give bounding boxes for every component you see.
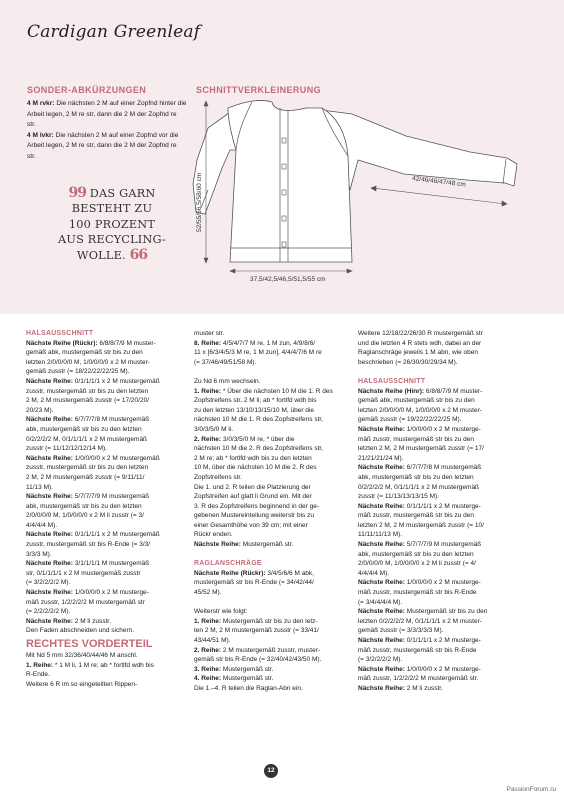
instruction-line bbox=[358, 492, 518, 502]
instruction-text: 1/0/0/0/0 x 2 M musterge- bbox=[404, 579, 481, 587]
instruction-text: Mustergemäß str. bbox=[221, 675, 274, 683]
instruction-text: 0/2/2/2/2 M, 0/1/1/1/1 x 2 M mustergemäß bbox=[358, 483, 480, 491]
instruction-line bbox=[194, 435, 350, 445]
instruction-text: Mit Nd 5 mm 32/36/40/44/46 M anschl. bbox=[26, 652, 138, 659]
instruction-line bbox=[194, 387, 350, 397]
row-label: Nächste Reihe: bbox=[358, 665, 405, 673]
instruction-text: 43/44/51 M). bbox=[194, 637, 231, 644]
instruction-text: 1/0/0/0/0 x 2 M mustergemäß bbox=[72, 454, 160, 462]
instruction-line bbox=[26, 473, 176, 483]
quote-line: AUS RECYCLING- bbox=[57, 233, 166, 247]
instruction-line bbox=[358, 559, 518, 569]
abbreviation-text: Die nächsten 2 M auf einer Zopfnd hinter die Arbeit legen, 2 M re str, dann die 2 M der Zopfnd re str. bbox=[27, 100, 187, 129]
instruction-line bbox=[26, 492, 176, 502]
instruction-text: 11/13 M). bbox=[26, 483, 53, 491]
instruction-text: 2/0/0/0/0 M, 1/0/0/0/0 x 2 M li zusstr (= 4/ bbox=[358, 560, 476, 568]
instruction-line bbox=[194, 492, 350, 502]
instruction-text: Mustergemäß str bis zu den letz- bbox=[221, 617, 318, 625]
height-arrow-top bbox=[204, 101, 208, 106]
instruction-line bbox=[358, 550, 518, 560]
instruction-line bbox=[194, 626, 350, 636]
instruction-text: letzten 2/0/0/0/0 M, 1/0/0/0/0 x 2 M muster- bbox=[26, 358, 150, 366]
section-title: RECHTES VORDERTEIL bbox=[26, 638, 153, 650]
row-label: Nächste Reihe: bbox=[26, 493, 73, 501]
open-quote-mark: 99 bbox=[68, 185, 86, 201]
instruction-line bbox=[358, 530, 518, 540]
instruction-text: 11 x [6/3/4/5/3 M re, 1 M zun], 4/4/4/7/6 M re bbox=[194, 349, 322, 357]
instruction-text: zu den letzten 13/10/13/15/10 M, über die bbox=[194, 406, 314, 414]
instruction-line bbox=[26, 651, 176, 661]
row-label: 8. Reihe: bbox=[194, 339, 222, 347]
close-quote-mark: 66 bbox=[129, 246, 148, 263]
instruction-line bbox=[358, 473, 518, 483]
instruction-text: 4/4/4/4 M). bbox=[358, 569, 390, 577]
instruction-line bbox=[26, 358, 176, 368]
instruction-line bbox=[26, 530, 176, 540]
instruction-text: 11/11/11/13 M). bbox=[358, 531, 403, 539]
row-label: Nächste Reihe: bbox=[358, 579, 405, 587]
instruction-line bbox=[194, 425, 350, 435]
instruction-line bbox=[26, 569, 176, 579]
row-label: Nächste Reihe: bbox=[358, 684, 405, 692]
button bbox=[282, 138, 286, 143]
instruction-line bbox=[26, 661, 176, 671]
row-label: 1. Reihe: bbox=[194, 387, 222, 395]
instruction-text: zusstr (= 11/12/12/12/14 M). bbox=[26, 445, 107, 453]
instruction-line bbox=[26, 607, 176, 617]
instruction-text: mustergemäß str bis R-Ende (= 34/42/44/ bbox=[194, 579, 314, 587]
instruction-line bbox=[26, 406, 176, 416]
instruction-text: gebenen Mustereinteilung weiterstr bis zu bbox=[194, 512, 314, 520]
instruction-line bbox=[194, 617, 350, 627]
instruction-line bbox=[194, 463, 350, 473]
instruction-line bbox=[26, 626, 176, 636]
instruction-text: R-Ende. bbox=[26, 671, 50, 679]
row-label: Nächste Reihe: bbox=[358, 425, 405, 433]
instruction-line bbox=[358, 540, 518, 550]
section-heading: HALSAUSSCHNITT bbox=[26, 330, 94, 337]
instruction-line bbox=[26, 425, 176, 435]
instruction-line bbox=[26, 444, 176, 454]
instruction-text: Rückr enden. bbox=[194, 531, 233, 539]
instruction-line bbox=[26, 617, 176, 627]
instruction-text: 20/23 M). bbox=[26, 406, 54, 414]
instruction-line bbox=[358, 588, 518, 598]
instruction-line bbox=[358, 358, 518, 368]
instruction-text: 0/2/2/2/2 M, 0/1/1/1/1 x 2 M mustergemäß bbox=[26, 435, 148, 443]
watermark: PassionForum.ru bbox=[506, 786, 556, 793]
instruction-text: abk, mustergemäß str bis zu den letzten bbox=[358, 473, 474, 481]
instruction-line bbox=[26, 454, 176, 464]
instruction-line bbox=[26, 540, 176, 550]
instruction-line bbox=[358, 502, 518, 512]
paragraph-gap bbox=[194, 598, 350, 608]
instruction-line bbox=[26, 348, 176, 358]
instruction-line bbox=[194, 502, 350, 512]
instruction-line bbox=[358, 511, 518, 521]
instruction-text: mäß zusstr, mustergemäß str bis R-Ende bbox=[358, 589, 477, 597]
instruction-text: 0/1/1/1/1 x 2 M musterge- bbox=[404, 637, 481, 644]
quote-line: 100 PROZENT bbox=[68, 217, 156, 231]
instruction-text: 2 M mustergemäß zusstr, muster- bbox=[221, 646, 321, 654]
instruction-line bbox=[194, 569, 350, 579]
instruction-line bbox=[26, 578, 176, 588]
paragraph-gap bbox=[358, 367, 518, 377]
width-arrow-left bbox=[230, 269, 235, 273]
button bbox=[282, 190, 286, 195]
button bbox=[282, 164, 286, 169]
sleeve-dimension-line bbox=[372, 188, 506, 204]
text-column-3 bbox=[358, 329, 518, 694]
instruction-text: gemäß abk, mustergemäß str bis zu den bbox=[358, 397, 475, 405]
sleeve-arrow-left bbox=[371, 186, 376, 191]
instruction-text: 1/0/0/0/0 x 2 M musterge- bbox=[404, 665, 481, 673]
row-label: Nächste Reihe: bbox=[26, 531, 73, 539]
instruction-line bbox=[194, 674, 350, 684]
text-column-1 bbox=[26, 329, 176, 689]
instruction-text: 6/8/8/7/9 M muster- bbox=[424, 387, 483, 395]
instruction-text: 21/21/21/24 M). bbox=[358, 454, 404, 462]
row-label: Nächste Reihe (Rückr): bbox=[194, 569, 266, 577]
instruction-line bbox=[194, 483, 350, 493]
row-label: Nächste Reihe: bbox=[358, 464, 405, 472]
width-label: 37,5/42,5/46,5/51,5/55 cm bbox=[250, 276, 326, 283]
instruction-text: Die 1. und 2. R teilen die Platzierung der bbox=[194, 483, 311, 491]
instruction-text: letzten 0/2/2/2/2 M, 0/1/1/1/1 x 2 M muster- bbox=[358, 617, 482, 625]
instruction-text: Mustergemäß str. bbox=[240, 541, 294, 549]
instruction-text: und die letzten 4 R stets wdh, dabei an der bbox=[358, 339, 482, 347]
instruction-text: 1/0/0/0/0 x 2 M musterge- bbox=[404, 425, 481, 433]
instruction-text: letzten 2 M, 2 M mustergemäß zusstr (= 17/ bbox=[358, 445, 484, 453]
instruction-line bbox=[358, 665, 518, 675]
instruction-line bbox=[194, 530, 350, 540]
quote-line: DAS GARN bbox=[89, 187, 156, 200]
instruction-line bbox=[26, 559, 176, 569]
instruction-line bbox=[358, 454, 518, 464]
row-label: Nächste Reihe (Rückr): bbox=[26, 339, 98, 347]
instruction-line bbox=[358, 463, 518, 473]
instruction-line bbox=[358, 387, 518, 397]
instruction-line bbox=[358, 655, 518, 665]
instruction-text: Weitere 12/18/22/26/30 R mustergemäß str bbox=[358, 330, 483, 337]
instruction-line bbox=[194, 377, 350, 387]
instruction-line bbox=[358, 406, 518, 416]
instruction-line bbox=[194, 684, 350, 694]
instruction-line bbox=[358, 483, 518, 493]
instruction-line bbox=[194, 578, 350, 588]
instruction-line bbox=[358, 444, 518, 454]
instruction-text: 45/52 M). bbox=[194, 589, 222, 597]
instruction-text: 3/3/3 M). bbox=[26, 550, 52, 558]
instruction-line bbox=[26, 435, 176, 445]
instruction-text: mäß zusstr, mustergemäß str bis R-Ende bbox=[358, 646, 477, 654]
instruction-text: 1/0/0/0/0 x 2 M musterge- bbox=[72, 589, 149, 597]
instruction-text: (= 37/46/49/51/58 M). bbox=[194, 358, 257, 366]
row-label: Nächste Reihe: bbox=[194, 541, 241, 549]
paragraph-gap bbox=[194, 550, 350, 560]
instruction-text: 4/5/4/7/7 M re, 1 M zun, 4/9/8/6/ bbox=[221, 339, 316, 347]
instruction-text: Die 1.–4. R teilen die Raglan-Abn ein. bbox=[194, 684, 303, 692]
instruction-line bbox=[194, 655, 350, 665]
row-label: Nächste Reihe: bbox=[26, 454, 73, 462]
height-label: 52/55/56,5/58/60 cm bbox=[196, 172, 203, 232]
row-label: Nächste Reihe: bbox=[358, 637, 405, 644]
instruction-text: 0/1/1/1/1 x 2 M mustergemäß bbox=[72, 377, 160, 385]
instruction-text: Raglanschräge jeweils 1 M abn, wie oben bbox=[358, 349, 478, 357]
instruction-line bbox=[26, 483, 176, 493]
instruction-line bbox=[26, 511, 176, 521]
instruction-line bbox=[26, 588, 176, 598]
instruction-text: Mustergemäß str. bbox=[221, 665, 274, 673]
instruction-text: abk, mustergemäß str bis zu den letzten bbox=[26, 502, 142, 510]
instruction-line bbox=[26, 415, 176, 425]
instruction-line bbox=[194, 646, 350, 656]
row-label: 1. Reihe: bbox=[194, 617, 222, 625]
instruction-line bbox=[358, 646, 518, 656]
row-label: 3. Reihe: bbox=[194, 665, 222, 673]
instruction-line bbox=[26, 502, 176, 512]
instruction-text: 6/8/8/7/9 M muster- bbox=[97, 339, 156, 347]
instruction-line bbox=[358, 396, 518, 406]
page-number: 12 bbox=[264, 764, 278, 778]
row-label: Nächste Reihe: bbox=[26, 377, 73, 385]
button bbox=[282, 242, 286, 247]
instruction-text: 2 M re; ab * fortlfd wdh bis zu den letzten bbox=[194, 454, 312, 462]
section-heading: HALSAUSSCHNITT bbox=[358, 377, 426, 385]
instruction-line bbox=[358, 521, 518, 531]
instruction-line bbox=[358, 598, 518, 608]
instruction-line bbox=[194, 607, 350, 617]
instruction-text: zusstr, mustergemäß str bis zu den letzten bbox=[26, 464, 149, 472]
instruction-line bbox=[26, 680, 176, 690]
instruction-line bbox=[194, 339, 350, 349]
cardigan-schematic bbox=[0, 0, 564, 314]
row-label: Nächste Reihe: bbox=[26, 589, 73, 597]
instruction-line bbox=[358, 617, 518, 627]
instruction-text: gemäß abk, mustergemäß str bis zu den bbox=[26, 349, 143, 357]
instruction-text: 0/1/1/1/1 x 2 M mustergemäß bbox=[72, 531, 160, 539]
instruction-text: abk, mustergemäß str bis zu den letzten bbox=[358, 550, 474, 558]
instruction-text: Weitere 6 R im so eingeteilten Rippen- bbox=[26, 680, 138, 688]
quote-line: BESTEHT ZU bbox=[71, 202, 153, 216]
instruction-line bbox=[26, 367, 176, 377]
height-arrow-bottom bbox=[204, 258, 208, 263]
instruction-text: 3. R des Zopfstreifens beginnend in der ge- bbox=[194, 502, 320, 510]
instruction-text: gemäß zusstr (= 19/22/22/22/25 M). bbox=[358, 416, 462, 424]
button bbox=[282, 216, 286, 221]
instruction-text: 2 M li zusstr. bbox=[72, 617, 111, 625]
instruction-line bbox=[26, 387, 176, 397]
instruction-text: gemäß str bis R-Ende (= 32/40/42/43/50 M). bbox=[194, 656, 322, 664]
schematic-heading: SCHNITTVERKLEINERUNG bbox=[196, 85, 322, 95]
instruction-line bbox=[26, 396, 176, 406]
sleeve-arrow-right bbox=[502, 201, 507, 206]
instruction-text: Zopfstreifens str, 2 M li; ab * fortlfd wdh bis bbox=[194, 397, 317, 405]
abbreviation-term: 4 M lvkr: bbox=[27, 131, 54, 139]
width-arrow-right bbox=[347, 269, 352, 273]
instruction-text: 2 M, 2 M mustergemäß zusstr (= 17/20/20/ bbox=[26, 397, 150, 405]
instruction-text: (= 3/4/4/4/4 M). bbox=[358, 598, 403, 606]
instruction-text: ten 2 M, 2 M mustergemäß zusstr (= 33/41/ bbox=[194, 627, 319, 635]
instruction-line bbox=[358, 626, 518, 636]
row-label: Nächste Reihe (Hinr): bbox=[358, 387, 425, 395]
instruction-line bbox=[194, 665, 350, 675]
row-label: 4. Reihe: bbox=[194, 675, 222, 683]
instruction-text: zusstr, mustergemäß str bis R-Ende (= 3/3/ bbox=[26, 541, 151, 549]
instruction-text: * Über die nächsten 10 M die 1. R des bbox=[221, 387, 333, 395]
instruction-line bbox=[194, 540, 350, 550]
instruction-text: (= 2/2/2/2/2 M). bbox=[26, 608, 71, 616]
abbreviations-heading: SONDER-ABKÜRZUNGEN bbox=[27, 85, 147, 95]
instruction-text: zusstr, mustergemäß str bis zu den letzten bbox=[26, 387, 149, 395]
instruction-text: 5/7/7/7/9 M mustergemäß bbox=[404, 541, 482, 549]
instruction-line bbox=[26, 598, 176, 608]
instruction-text: 10 M, über die nächsten 10 M die 2. R des bbox=[194, 464, 317, 472]
instruction-text: 3/0/3/5/0 M re, * über die bbox=[221, 435, 295, 443]
row-label: Nächste Reihe: bbox=[26, 560, 73, 568]
instruction-text: Zu Nd 6 mm wechseln. bbox=[194, 377, 261, 385]
instruction-line bbox=[358, 329, 518, 339]
instruction-line bbox=[194, 415, 350, 425]
instruction-text: gemäß zusstr (= 3/3/3/3/3 M). bbox=[358, 627, 444, 635]
instruction-text: (= 3/2/2/2/2 M). bbox=[26, 579, 71, 587]
row-label: 2. Reihe: bbox=[194, 435, 222, 443]
section-heading: RAGLANSCHRÄGE bbox=[194, 560, 262, 568]
instruction-text: 3/0/3/5/0 M li. bbox=[194, 425, 234, 433]
text-column-2 bbox=[194, 329, 350, 694]
instruction-line bbox=[194, 511, 350, 521]
instruction-line bbox=[26, 339, 176, 349]
instruction-line bbox=[194, 521, 350, 531]
instruction-text: nächsten 10 M die 2. R des Zopfstreifens str, bbox=[194, 445, 323, 453]
instruction-line bbox=[26, 377, 176, 387]
instruction-line bbox=[194, 358, 350, 368]
instruction-text: mäß zusstr, mustergemäß str bis zu den bbox=[358, 435, 474, 443]
instruction-text: Weiterstr wie folgt: bbox=[194, 608, 248, 616]
instruction-text: nächsten 10 M die 1. R des Zopfstreifens str, bbox=[194, 416, 323, 424]
instruction-text: str, 0/1/1/1/1 x 2 M mustergemäß zusstr bbox=[26, 569, 141, 577]
abbreviation-term: 4 M rvkr: bbox=[27, 100, 55, 107]
instruction-text: mäß zusstr, 1/2/2/2/2 M mustergemäß str. bbox=[358, 675, 479, 683]
instruction-line bbox=[26, 550, 176, 560]
instruction-line bbox=[194, 348, 350, 358]
instruction-text: 3/1/1/1/1 M mustergemäß bbox=[72, 560, 150, 568]
instruction-text: 5/7/7/7/9 M mustergemäß bbox=[72, 493, 150, 501]
instruction-text: gemäß zusstr (= 18/22/22/22/25 M). bbox=[26, 368, 130, 376]
instruction-text: einer Gesamthöhe von 39 cm; mit einer bbox=[194, 521, 308, 529]
body-shape bbox=[228, 100, 352, 262]
instruction-text: zusstr (= 11/13/13/13/15 M). bbox=[358, 493, 439, 501]
row-label: Nächste Reihe: bbox=[358, 608, 405, 616]
instruction-text: letzten 2/0/0/0/0 M, 1/0/0/0/0 x 2 M muster- bbox=[358, 406, 482, 414]
row-label: Nächste Reihe: bbox=[358, 502, 405, 510]
instruction-text: 2/0/0/0/0 M, 1/0/0/0/0 x 2 M li zusstr (= 3/ bbox=[26, 512, 144, 520]
instruction-text: 0/1/1/1/1 x 2 M musterge- bbox=[404, 502, 481, 510]
instruction-line bbox=[358, 636, 518, 646]
row-label: 2. Reihe: bbox=[194, 646, 222, 654]
instruction-line bbox=[194, 473, 350, 483]
row-label: Nächste Reihe: bbox=[26, 416, 73, 424]
instruction-line bbox=[358, 348, 518, 358]
row-label: Nächste Reihe: bbox=[358, 541, 405, 549]
instruction-text: 4/4/4/4 M). bbox=[26, 521, 58, 529]
instruction-line bbox=[26, 670, 176, 680]
instruction-text: muster str. bbox=[194, 330, 225, 337]
instruction-text: 2 M, 2 M mustergemäß zusstr (= 9/11/11/ bbox=[26, 473, 145, 481]
instruction-line bbox=[194, 454, 350, 464]
instruction-text: 2 M li zusstr. bbox=[404, 684, 443, 692]
instruction-line bbox=[358, 415, 518, 425]
instruction-text: Zopfstreifens str. bbox=[194, 473, 243, 481]
instruction-line bbox=[358, 684, 518, 694]
instruction-line bbox=[194, 329, 350, 339]
instruction-text: 6/7/7/7/8 M mustergemäß bbox=[72, 416, 150, 424]
instruction-line bbox=[358, 339, 518, 349]
instruction-text: beschrieben (= 26/30/30/29/34 M). bbox=[358, 358, 458, 366]
instruction-text: (= 3/2/2/2/2 M). bbox=[358, 656, 403, 664]
abbreviation-text: Die nächsten 2 M auf einer Zopfnd vor die Arbeit legen, 2 M re str, dann die 2 M der Zopfnd re str. bbox=[27, 131, 179, 160]
instruction-line bbox=[194, 636, 350, 646]
paragraph-gap bbox=[194, 367, 350, 377]
instruction-line bbox=[358, 425, 518, 435]
instruction-text: 6/7/7/7/8 M mustergemäß bbox=[404, 464, 482, 472]
instruction-line bbox=[358, 569, 518, 579]
instruction-text: Mustergemäß str bis zu den bbox=[404, 608, 488, 616]
quote-line: WOLLE. bbox=[76, 248, 126, 262]
instruction-text: 3/4/5/6/6 M abk, bbox=[265, 569, 314, 577]
instruction-line bbox=[194, 444, 350, 454]
instruction-text: abk, mustergemäß str bis zu den letzten bbox=[26, 425, 142, 433]
instruction-text: * 1 M li, 1 M re; ab * fortlfd wdh bis bbox=[53, 661, 154, 669]
row-label: 1. Reihe: bbox=[26, 661, 54, 669]
instruction-line bbox=[194, 406, 350, 416]
instruction-text: Den Faden abschneiden und sichern. bbox=[26, 627, 135, 635]
instruction-line bbox=[358, 607, 518, 617]
instruction-line bbox=[358, 578, 518, 588]
instruction-line bbox=[26, 521, 176, 531]
instruction-line bbox=[194, 588, 350, 598]
instruction-text: letzten 2 M, 2 M mustergemäß zusstr (= 10/ bbox=[358, 521, 484, 529]
row-label: Nächste Reihe: bbox=[26, 617, 73, 625]
instruction-text: Zopfstreifen auf glatt li Grund ein. Mit der bbox=[194, 493, 312, 501]
instruction-text: mäß zusstr, 1/2/2/2/2 M mustergemäß str bbox=[26, 598, 145, 606]
page-title: Cardigan Greenleaf bbox=[27, 22, 201, 42]
instruction-line bbox=[26, 463, 176, 473]
instruction-line bbox=[358, 674, 518, 684]
instruction-line bbox=[358, 435, 518, 445]
instruction-text: mäß zusstr, mustergemäß str bis zu den bbox=[358, 512, 474, 520]
instruction-line bbox=[194, 396, 350, 406]
sleeve-label: 42/46/46/47/48 cm bbox=[411, 175, 467, 189]
